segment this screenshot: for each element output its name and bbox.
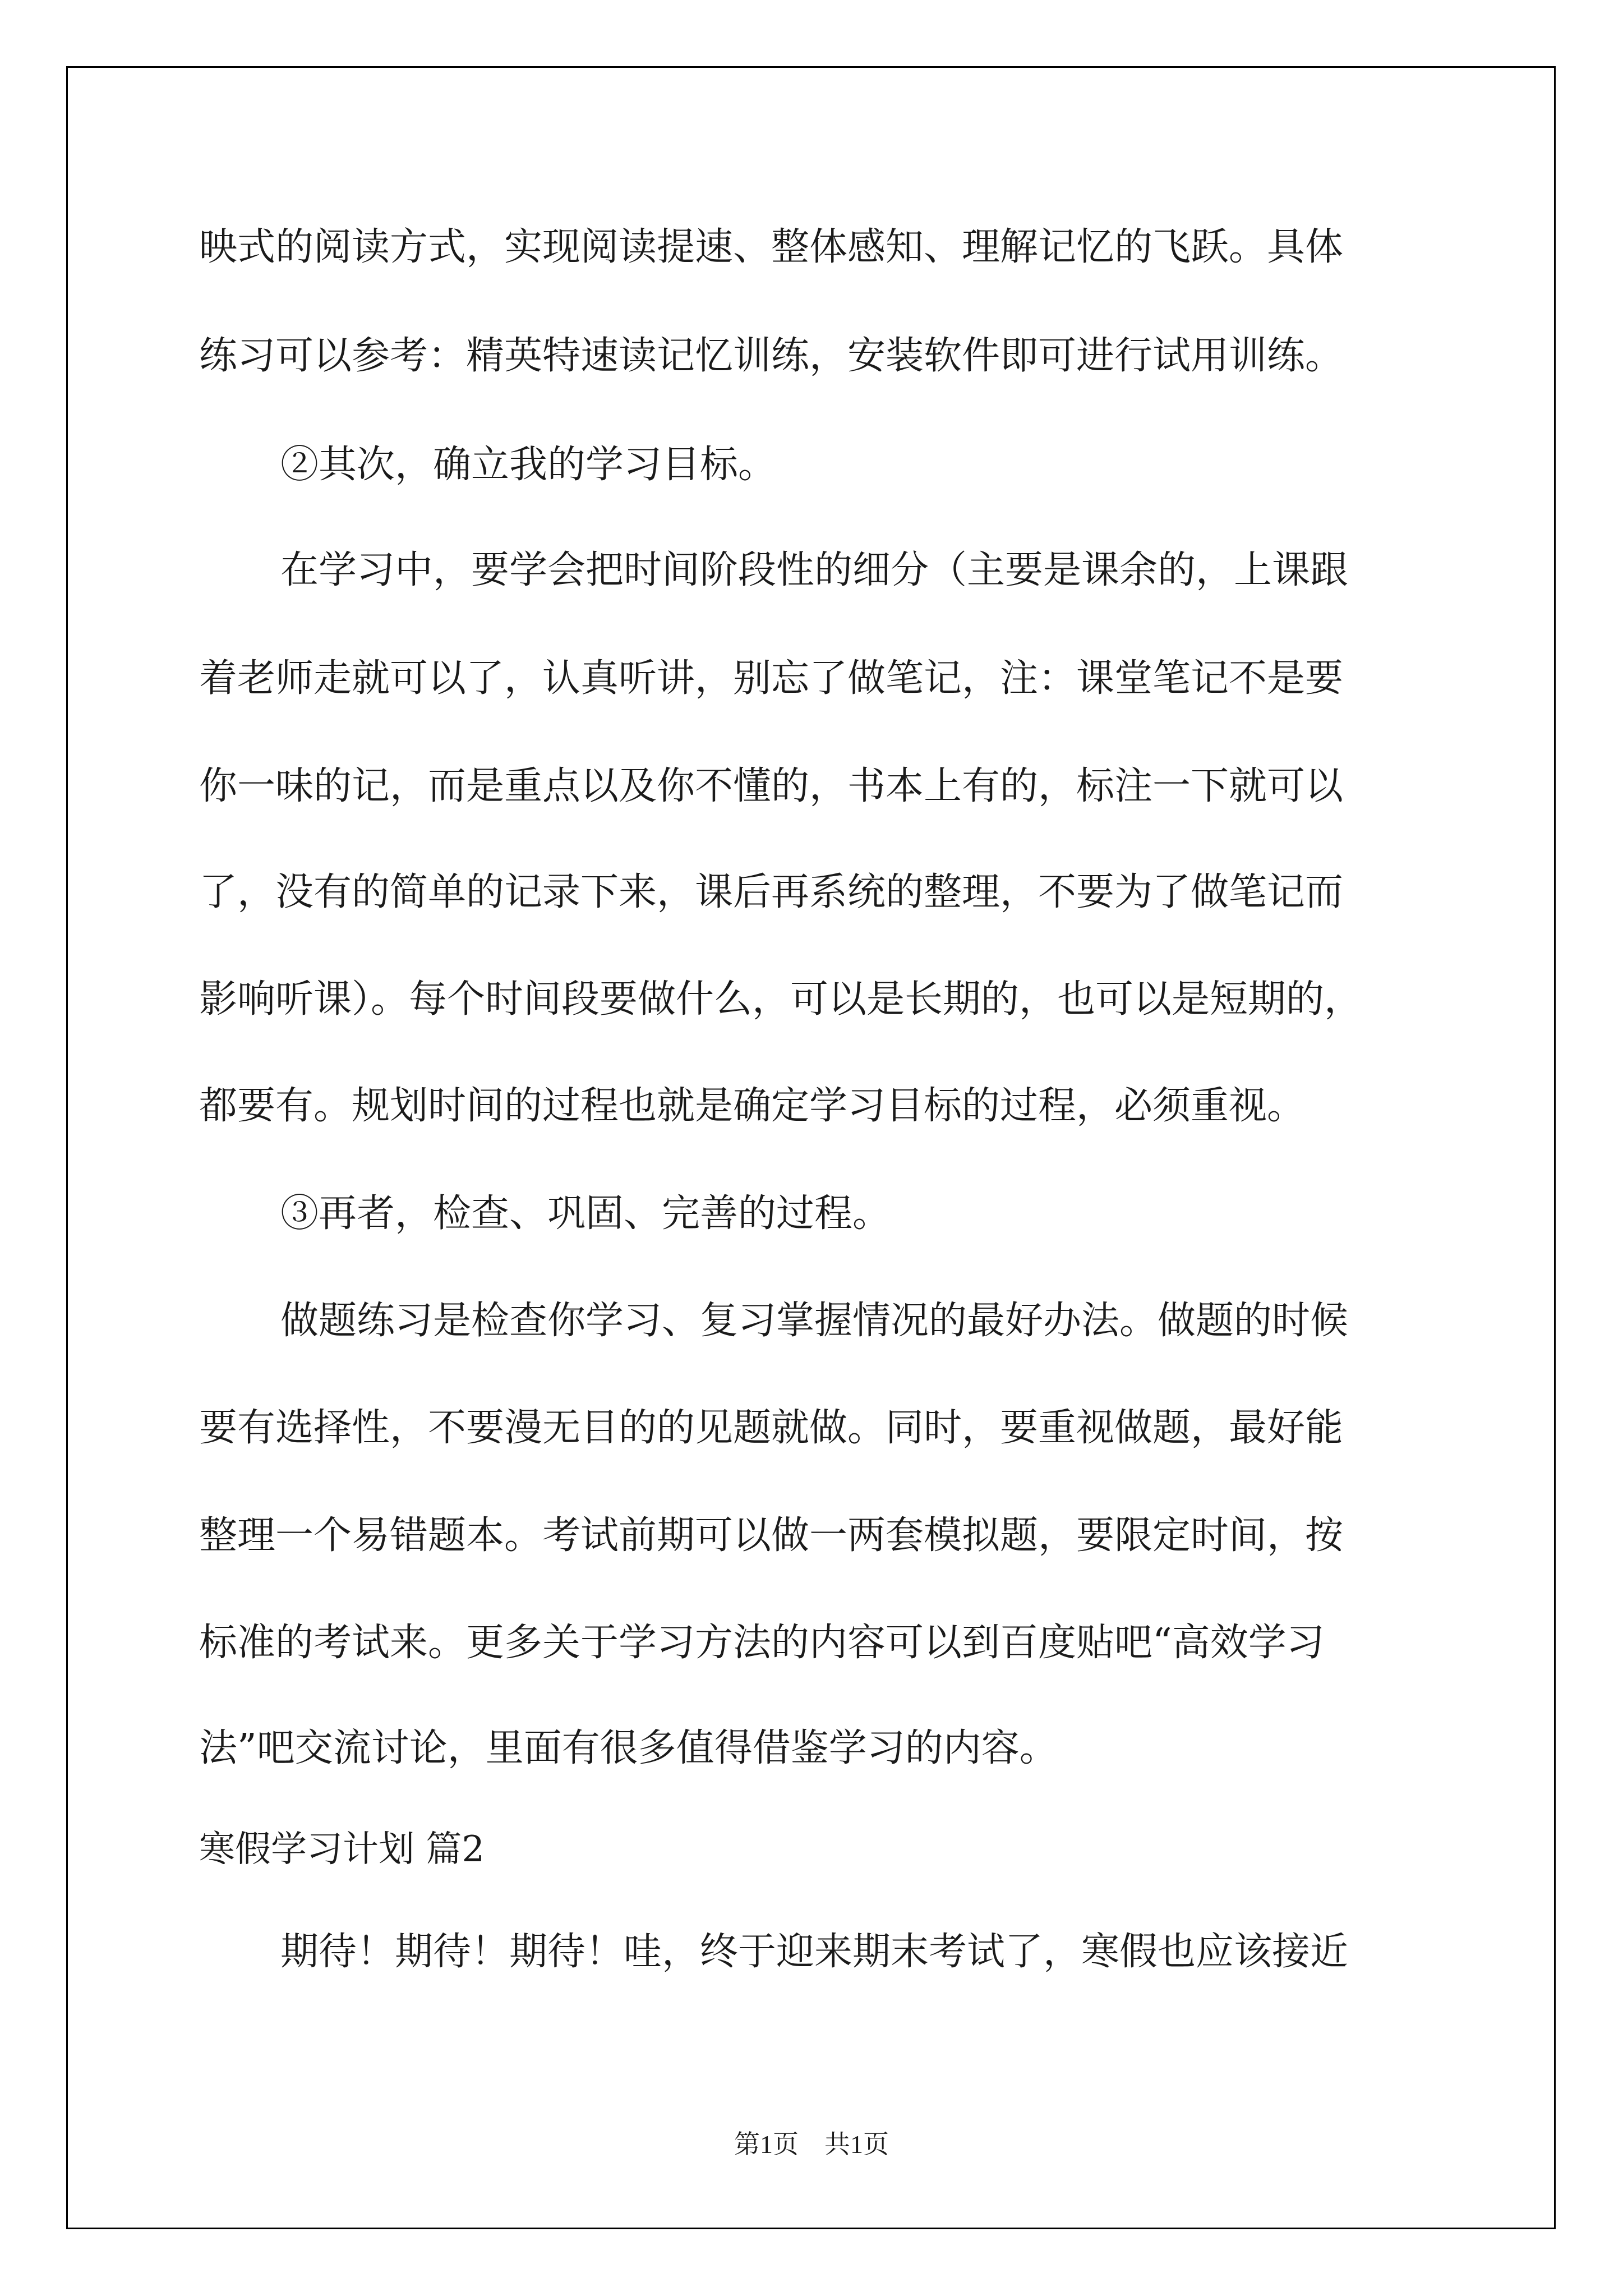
text-line-15: 法”吧交流讨论，里面有很多值得借鉴学习的内容。	[199, 1726, 1058, 1770]
text-line-6: 你一味的记，而是重点以及你不懂的，书本上有的，标注一下就可以	[199, 764, 1344, 808]
text-line-7: 了，没有的简单的记录下来，课后再系统的整理，不要为了做笔记而	[199, 870, 1344, 914]
text-line-14: 标准的考试来。更多关于学习方法的内容可以到百度贴吧“高效学习	[199, 1621, 1325, 1665]
text-line-12: 要有选择性，不要漫无目的的见题就做。同时，要重视做题，最好能	[199, 1406, 1344, 1450]
text-line-9: 都要有。规划时间的过程也就是确定学习目标的过程，必须重视。	[199, 1084, 1306, 1128]
text-line-10: ③再者，检查、巩固、完善的过程。	[280, 1191, 891, 1236]
text-line-13: 整理一个易错题本。考试前期可以做一两套模拟题，要限定时间，按	[199, 1513, 1344, 1558]
text-line-3: ②其次，确立我的学习目标。	[280, 443, 777, 487]
text-line-1: 映式的阅读方式，实现阅读提速、整体感知、理解记忆的飞跃。具体	[199, 225, 1344, 269]
text-line-2: 练习可以参考：精英特速读记忆训练，安装软件即可进行试用训练。	[199, 334, 1344, 378]
text-line-5: 着老师走就可以了，认真听讲，别忘了做笔记，注：课堂笔记不是要	[199, 656, 1344, 701]
text-line-8: 影响听课）。每个时间段要做什么，可以是长期的，也可以是短期的，	[199, 977, 1363, 1022]
section-heading: 寒假学习计划 篇2	[199, 1829, 485, 1870]
text-line-11: 做题练习是检查你学习、复习掌握情况的最好办法。做题的时候	[280, 1299, 1349, 1343]
text-line-4: 在学习中，要学会把时间阶段性的细分（主要是课余的，上课跟	[280, 548, 1349, 592]
page-footer: 第1页 共1页	[734, 2130, 889, 2159]
page-border	[66, 66, 1556, 2229]
text-line-16: 期待！期待！期待！哇，终于迎来期末考试了，寒假也应该接近	[280, 1930, 1349, 1974]
